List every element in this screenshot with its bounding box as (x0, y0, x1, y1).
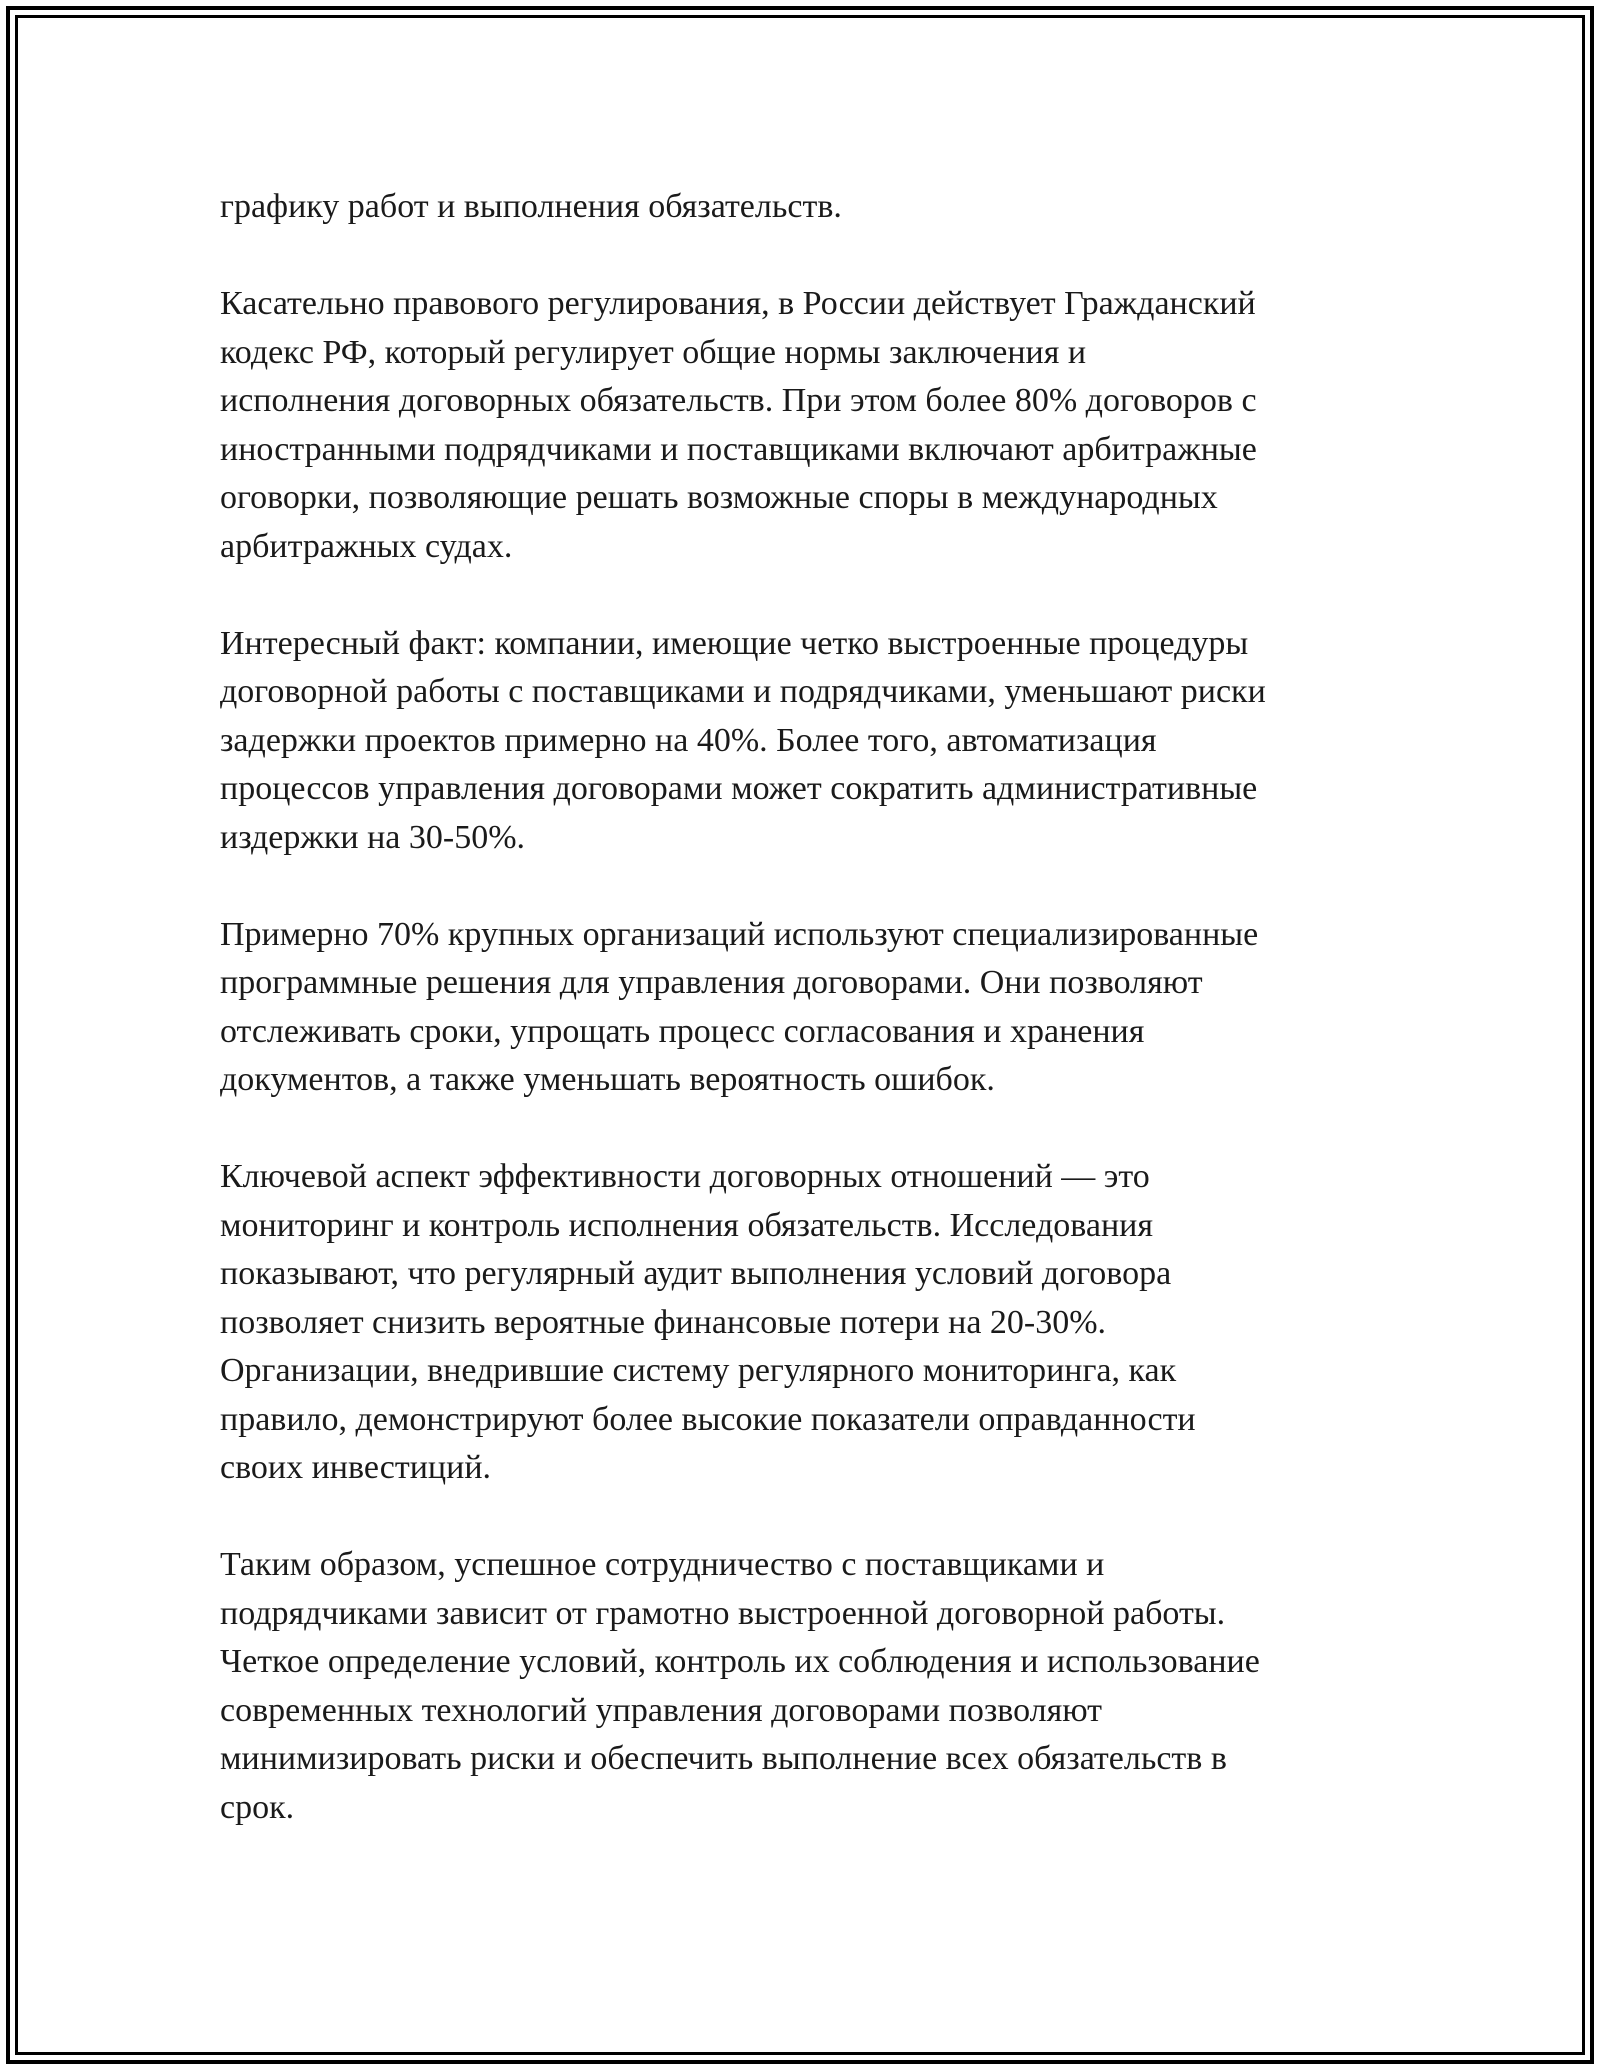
text-line: арбитражных судах. (220, 527, 513, 565)
text-line: программные решения для управления договорами. Они позволяют (220, 964, 1203, 1001)
text-line: современных технологий управления договорами позволяют (220, 1691, 1103, 1729)
text-line: отслеживать сроки, упрощать процесс согласования и хранения (220, 1012, 1145, 1050)
text-line: оговорки, позволяющие решать возможные споры в международных (220, 479, 1218, 516)
text-line: иностранными подрядчиками и поставщиками включают арбитражные (220, 430, 1257, 468)
text-line: издержки на 30-50%. (220, 818, 526, 856)
text-line: правило, демонстрируют более высокие показатели оправданности (220, 1400, 1196, 1438)
text-line: исполнения договорных обязательств. При этом более 80% договоров с (220, 382, 1257, 419)
text-line: показывают, что регулярный аудит выполнения условий договора (220, 1255, 1172, 1292)
text-line: Касательно правового регулирования, в России действует Гражданский (220, 285, 1256, 322)
text-line: договорной работы с поставщиками и подрядчиками, уменьшают риски (220, 673, 1266, 710)
text-line: кодекс РФ, который регулирует общие нормы заключения и (220, 333, 1087, 371)
paragraph-6 (220, 1541, 1400, 1832)
text-line: своих инвестиций. (220, 1449, 492, 1486)
paragraph-2 (220, 280, 1400, 571)
text-line: Ключевой аспект эффективности договорных отношений — это (220, 1158, 1150, 1195)
paragraph-3 (220, 620, 1400, 863)
text-line: мониторинг и контроль исполнения обязательств. Исследования (220, 1206, 1153, 1244)
text-line: Организации, внедрившие систему регулярного мониторинга, как (220, 1352, 1177, 1389)
text-line: процессов управления договорами может сократить административные (220, 770, 1258, 807)
paragraph-1 (220, 183, 1400, 232)
text-line: срок. (220, 1788, 295, 1826)
text-line: графику работ и выполнения обязательств. (220, 188, 842, 225)
text-line: минимизировать риски и обеспечить выполнение всех обязательств в (220, 1740, 1227, 1777)
text-line: подрядчиками зависит от грамотно выстроенной договорной работы. (220, 1594, 1226, 1632)
text-line: Интересный факт: компании, имеющие четко выстроенные процедуры (220, 624, 1249, 662)
text-line: задержки проектов примерно на 40%. Более того, автоматизация (220, 721, 1157, 759)
text-line: Четкое определение условий, контроль их соблюдения и использование (220, 1643, 1260, 1680)
document-body (220, 183, 1400, 1881)
text-line: Таким образом, успешное сотрудничество с поставщиками и (220, 1546, 1105, 1583)
text-line: позволяет снизить вероятные финансовые потери на 20-30%. (220, 1303, 1107, 1341)
text-line: документов, а также уменьшать вероятность ошибок. (220, 1061, 995, 1098)
paragraph-5 (220, 1153, 1400, 1493)
paragraph-4 (220, 911, 1400, 1105)
text-line: Примерно 70% крупных организаций используют специализированные (220, 915, 1259, 953)
